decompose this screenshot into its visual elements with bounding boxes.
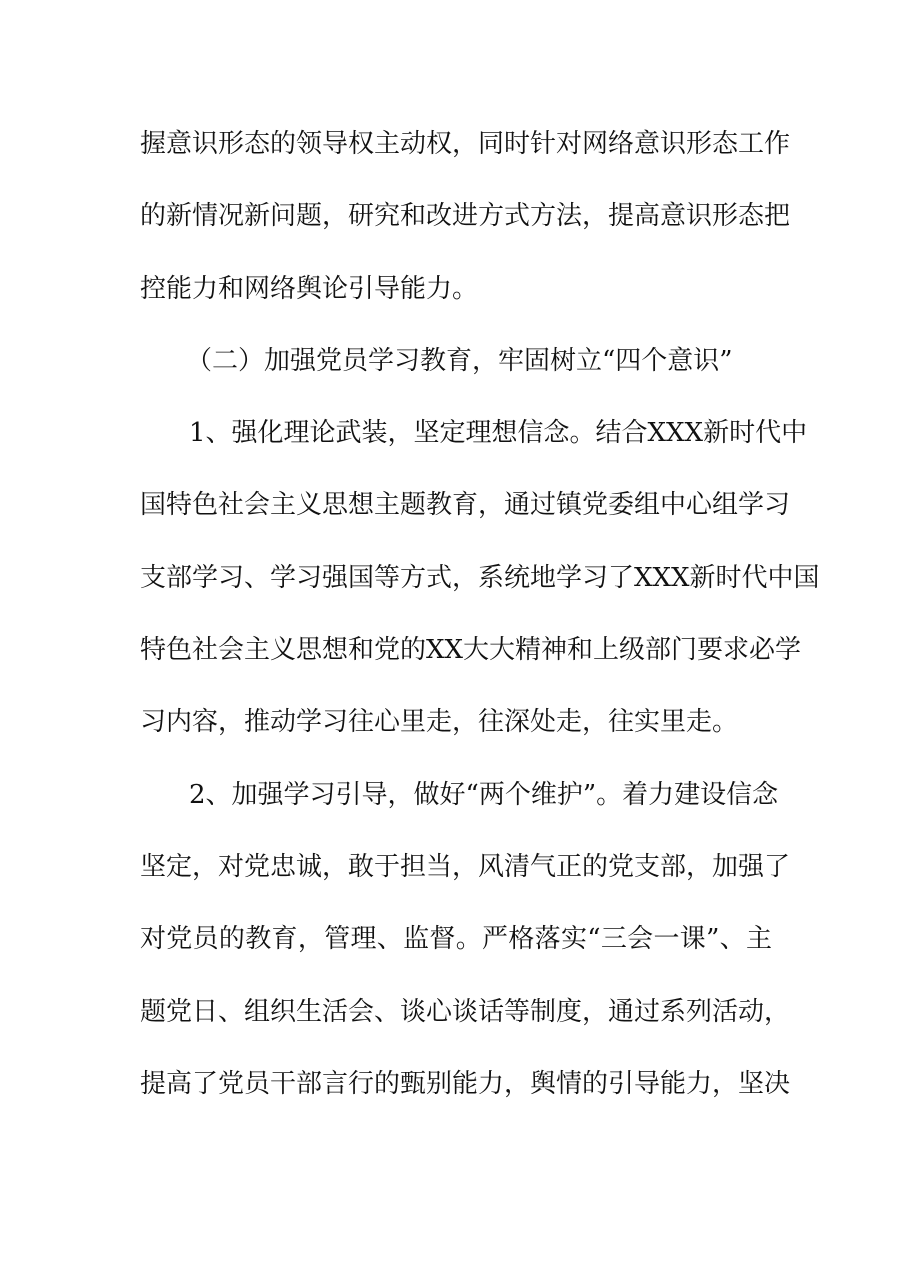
text-line-10: 2、加强学习引导，做好“两个维护”。着力建设信念 — [189, 779, 779, 810]
section-heading: （二）加强党员学习教育，牢固树立“四个意识” — [186, 345, 733, 376]
text-line-7: 支部学习、学习强国等方式，系统地学习了XXX新时代中国 — [140, 562, 820, 593]
text-line-8: 特色社会主义思想和党的XX大大精神和上级部门要求必学 — [140, 635, 802, 666]
text-line-3: 控能力和网络舆论引导能力。 — [140, 273, 479, 304]
text-line-6: 国特色社会主义思想主题教育，通过镇党委组中心组学习 — [140, 490, 791, 521]
document-body — [140, 118, 820, 1130]
text-line-13: 题党日、组织生活会、谈心谈话等制度，通过系列活动， — [140, 996, 791, 1027]
text-line-1: 握意识形态的领导权主动权，同时针对网络意识形态工作 — [140, 129, 791, 159]
text-line-9: 习内容，推动学习往心里走，往深处走，往实里走。 — [140, 707, 739, 738]
text-line-5: 1、强化理论武装，坚定理想信念。结合XXX新时代中 — [189, 418, 808, 449]
text-line-11: 坚定，对党忠诚，敢于担当，风清气正的党支部，加强了 — [140, 851, 791, 882]
text-line-2: 的新情况新问题，研究和改进方式方法，提高意识形态把 — [140, 201, 791, 232]
text-line-14: 提高了党员干部言行的甄别能力，舆情的引导能力，坚决 — [140, 1068, 791, 1099]
text-line-12: 对党员的教育，管理、监督。严格落实“三会一课”、主 — [140, 924, 772, 955]
